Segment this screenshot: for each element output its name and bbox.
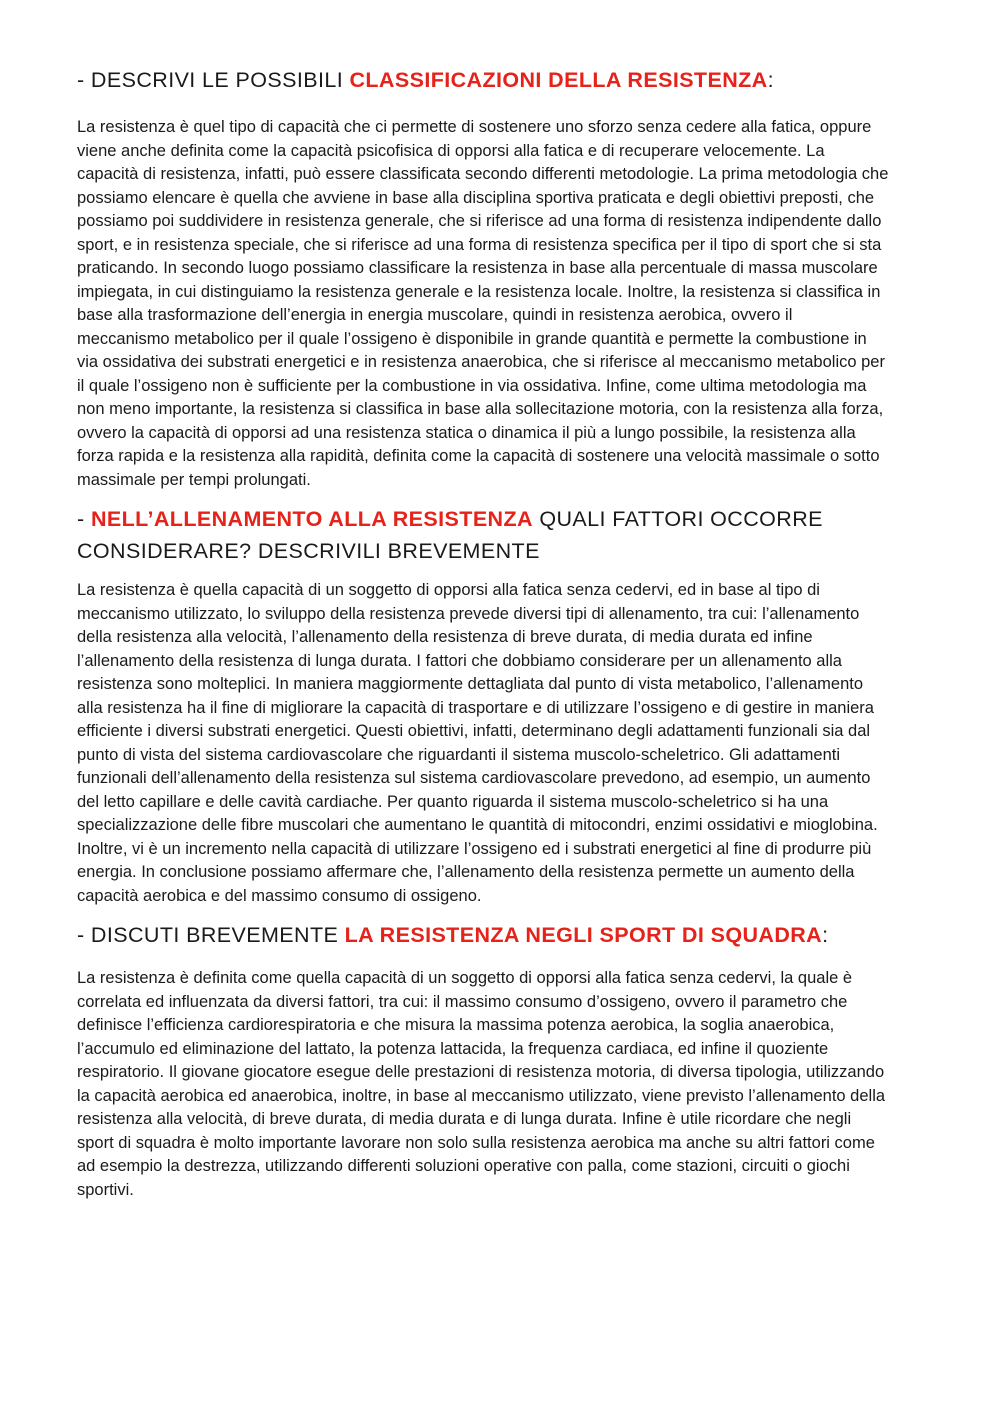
heading-prefix: - DESCRIVI LE POSSIBILI <box>77 68 350 92</box>
document-page <box>77 64 889 1202</box>
section-heading-classificazioni <box>77 64 889 96</box>
heading-prefix: - <box>77 507 91 531</box>
heading-suffix: QUALI FATTORI OCCORRE CONSIDERARE? DESCRIVILI BREVEMENTE <box>77 507 823 563</box>
heading-highlight: CLASSIFICAZIONI DELLA RESISTENZA <box>349 68 768 92</box>
section-body-allenamento: La resistenza è quella capacità di un soggetto di opporsi alla fatica senza cedervi, ed in base al tipo di meccanismo utilizzato, lo sviluppo della resistenza prevede diversi tipi di allenamento, tra cui: l’allenamento della resistenza alla velocità, l’allenamento della resistenza di breve durata, di media durata ed infine l’allenamento della resistenza di lunga durata. I fattori che dobbiamo considerare per un allenamento alla resistenza sono molteplici. In maniera maggiormente dettagliata dal punto di vista metabolico, l’allenamento alla resistenza ha il fine di migliorare la capacità di trasportare e di utilizzare l’ossigeno e di gestire in maniera efficiente i diversi substrati energetici. Questi obiettivi, infatti, determinano degli adattamenti funzionali sia dal punto di vista del sistema cardiovascolare che riguardanti il sistema muscolo-scheletrico. Gli adattamenti funzionali dell’allenamento della resistenza sul sistema cardiovascolare prevedono, ad esempio, un aumento del letto capillare e delle cavità cardiache. Per quanto riguarda il sistema muscolo-scheletrico si ha una specializzazione delle fibre muscolari che aumentano le quantità di mitocondri, enzimi ossidativi e mioglobina. Inoltre, vi è un incremento nella capacità di utilizzare l’ossigeno ed i substrati energetici al fine di produrre più energia. In conclusione possiamo affermare che, l’allenamento della resistenza permette un aumento della capacità aerobica e del massimo consumo di ossigeno. <box>77 581 878 905</box>
heading-suffix: : <box>822 923 829 947</box>
section-heading-sport-di-squadra <box>77 919 889 951</box>
heading-prefix: - DISCUTI BREVEMENTE <box>77 923 345 947</box>
heading-suffix: : <box>767 68 774 92</box>
section-heading-allenamento <box>77 503 889 567</box>
section-body-sport-di-squadra: La resistenza è definita come quella capacità di un soggetto di opporsi alla fatica senza cedervi, la quale è correlata ed influenzata da diversi fattori, tra cui: il massimo consumo d’ossigeno, ovvero il parametro che definisce l’efficienza cardiorespiratoria e che misura la massima potenza aerobica, la soglia anaerobica, l’accumulo ed eliminazione del lattato, la potenza lattacida, la frequenza cardiaca, ed infine il quoziente respiratorio. Il giovane giocatore esegue delle prestazioni di resistenza motoria, di diversa tipologia, utilizzando la capacità aerobica ed anaerobica, inoltre, in base al meccanismo utilizzato, viene previsto l’allenamento della resistenza alla velocità, di breve durata, di media durata e di lunga durata. Infine è utile ricordare che negli sport di squadra è molto importante lavorare non solo sulla resistenza aerobica ma anche su altri fattori come ad esempio la destrezza, utilizzando differenti soluzioni operative con palla, come stazioni, circuiti o giochi sportivi. <box>77 969 886 1199</box>
heading-highlight: NELL’ALLENAMENTO ALLA RESISTENZA <box>90 507 533 531</box>
heading-highlight: LA RESISTENZA NEGLI SPORT DI SQUADRA <box>344 923 823 947</box>
section-body-classificazioni: La resistenza è quel tipo di capacità che ci permette di sostenere uno sforzo senza cedere alla fatica, oppure viene anche definita come la capacità psicofisica di opporsi alla fatica e di recuperare velocemente. La capacità di resistenza, infatti, può essere classificata secondo differenti metodologie. La prima metodologia che possiamo elencare è quella che avviene in base alla disciplina sportiva praticata e degli obiettivi preposti, che possiamo poi suddividere in resistenza generale, che si riferisce ad una forma di resistenza indipendente dallo sport, e in resistenza speciale, che si riferisce ad una forma di resistenza specifica per il tipo di sport che si sta praticando. In secondo luogo possiamo classificare la resistenza in base alla percentuale di massa muscolare impiegata, in cui distinguiamo la resistenza generale e la resistenza locale. Inoltre, la resistenza si classifica in base alla trasformazione dell’energia in energia muscolare, quindi in resistenza aerobica, ovvero il meccanismo metabolico per il quale l’ossigeno è disponibile in grande quantità e permette la combustione in via ossidativa dei substrati energetici e in resistenza anaerobica, che si riferisce al meccanismo metabolico per il quale l’ossigeno non è sufficiente per la combustione in via ossidativa. Infine, come ultima metodologia ma non meno importante, la resistenza si classifica in base alla sollecitazione motoria, con la resistenza alla forza, ovvero la capacità di opporsi ad una resistenza statica o dinamica il più a lungo possibile, la resistenza alla forza rapida e la resistenza alla rapidità, definita come la capacità di sostenere una velocità massimale o sotto massimale per tempi prolungati. <box>77 118 889 489</box>
